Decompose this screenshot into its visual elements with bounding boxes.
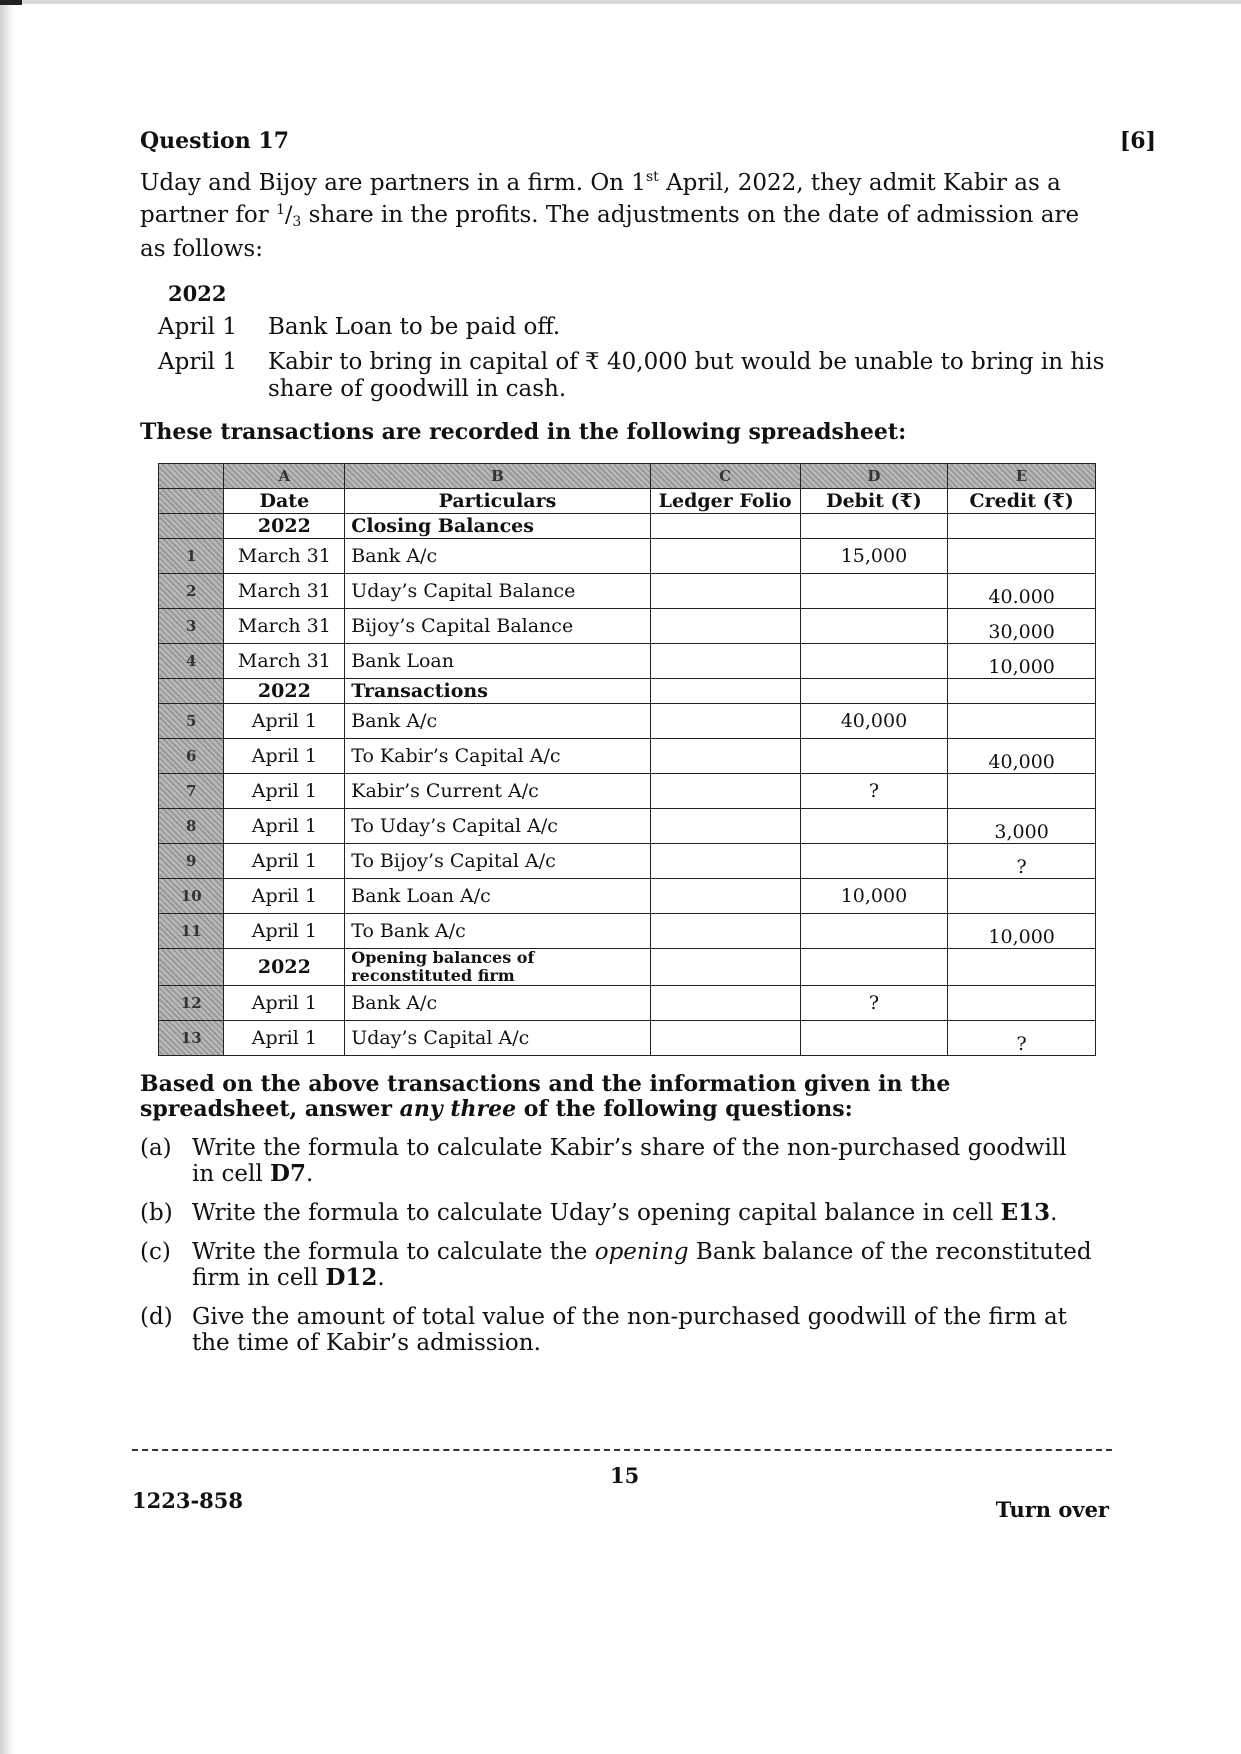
table-row bbox=[159, 914, 1096, 949]
corner-cell bbox=[159, 464, 224, 489]
particulars-cell: Uday’s Capital A/c bbox=[345, 1021, 650, 1056]
question-list bbox=[140, 1135, 1150, 1356]
col-letter-e: E bbox=[948, 464, 1096, 489]
sub-question-label: (b) bbox=[140, 1200, 173, 1226]
row-head-blank bbox=[159, 949, 224, 986]
header-date: Date bbox=[224, 489, 345, 514]
ledger-folio-cell bbox=[650, 704, 800, 739]
credit-cell bbox=[948, 679, 1096, 704]
row-number: 10 bbox=[159, 879, 224, 914]
credit-cell: 40.000 bbox=[948, 574, 1096, 609]
question-title: Question 17 bbox=[140, 128, 290, 154]
sub-question-text bbox=[192, 1239, 1092, 1291]
adjustments-year: 2022 bbox=[168, 281, 227, 306]
sub-question-text: Give the amount of total value of the non-purchased goodwill of the firm at the time of Kabir’s admission. bbox=[192, 1304, 1067, 1356]
intro-text-1: Uday and Bijoy are partners in a firm. On 1 bbox=[140, 170, 646, 196]
credit-cell: ? bbox=[948, 1021, 1096, 1056]
ledger-folio-cell bbox=[650, 844, 800, 879]
credit-cell: 10,000 bbox=[948, 914, 1096, 949]
date-cell: April 1 bbox=[224, 809, 345, 844]
ledger-folio-cell bbox=[650, 644, 800, 679]
date-cell: April 1 bbox=[224, 704, 345, 739]
sub-question-b bbox=[140, 1200, 1150, 1226]
page-number: 15 bbox=[610, 1463, 640, 1488]
ledger-folio-cell bbox=[650, 1021, 800, 1056]
ledger-folio-cell bbox=[650, 879, 800, 914]
debit-cell bbox=[800, 514, 948, 539]
sub-question-body: Write the formula to calculate Uday’s opening capital balance in cell bbox=[192, 1200, 1001, 1226]
debit-cell bbox=[800, 739, 948, 774]
table-row bbox=[159, 774, 1096, 809]
table-row bbox=[159, 986, 1096, 1021]
instructions-text-1: Based on the above transactions and the information given in the spreadsheet, answer bbox=[140, 1071, 951, 1122]
section-row bbox=[159, 949, 1096, 986]
date-cell: March 31 bbox=[224, 574, 345, 609]
ledger-folio-cell bbox=[650, 609, 800, 644]
ledger-folio-cell bbox=[650, 739, 800, 774]
credit-cell: 40,000 bbox=[948, 739, 1096, 774]
date-cell: March 31 bbox=[224, 609, 345, 644]
credit-cell: 30,000 bbox=[948, 609, 1096, 644]
question-header bbox=[140, 128, 1156, 154]
row-number: 4 bbox=[159, 644, 224, 679]
debit-cell bbox=[800, 1021, 948, 1056]
debit-cell bbox=[800, 914, 948, 949]
debit-cell bbox=[800, 574, 948, 609]
row-number: 6 bbox=[159, 739, 224, 774]
particulars-cell: Bank A/c bbox=[345, 704, 650, 739]
ledger-folio-cell bbox=[650, 986, 800, 1021]
col-letter-a: A bbox=[224, 464, 345, 489]
sub-question-emphasis: opening bbox=[594, 1239, 689, 1265]
header-ledger-folio: Ledger Folio bbox=[650, 489, 800, 514]
cell-ref: E13 bbox=[1000, 1199, 1051, 1226]
instructions bbox=[140, 1072, 1100, 1122]
credit-cell bbox=[948, 879, 1096, 914]
sub-question-label: (d) bbox=[140, 1304, 173, 1330]
col-letter-d: D bbox=[800, 464, 948, 489]
particulars-cell: Bank A/c bbox=[345, 986, 650, 1021]
credit-cell bbox=[948, 704, 1096, 739]
date-cell: April 1 bbox=[224, 774, 345, 809]
paper-code: 1223-858 bbox=[132, 1488, 243, 1513]
sub-question-a bbox=[140, 1135, 1150, 1187]
table-row bbox=[159, 644, 1096, 679]
sub-question-text bbox=[192, 1200, 1092, 1226]
instructions-text-2: of the following questions: bbox=[516, 1096, 853, 1122]
question-intro bbox=[140, 164, 1100, 263]
debit-cell bbox=[800, 679, 948, 704]
spreadsheet-table bbox=[158, 463, 1096, 1056]
cell-ref: D7 bbox=[270, 1160, 306, 1187]
header-row bbox=[159, 489, 1096, 514]
section-year: 2022 bbox=[224, 949, 345, 986]
corner-mark bbox=[0, 0, 22, 5]
section-year: 2022 bbox=[224, 679, 345, 704]
credit-cell bbox=[948, 539, 1096, 574]
header-debit: Debit (₹) bbox=[800, 489, 948, 514]
debit-cell bbox=[800, 609, 948, 644]
fraction-numerator: 1 bbox=[276, 202, 285, 218]
adjustment-item bbox=[140, 314, 1150, 341]
section-year: 2022 bbox=[224, 514, 345, 539]
table-row bbox=[159, 809, 1096, 844]
table-row bbox=[159, 539, 1096, 574]
turn-over-label: Turn over bbox=[995, 1497, 1109, 1522]
sub-question-tail: . bbox=[305, 1161, 314, 1187]
sub-question-c bbox=[140, 1239, 1150, 1291]
instructions-emphasis: any three bbox=[399, 1096, 517, 1122]
column-letter-row bbox=[159, 464, 1096, 489]
table-row bbox=[159, 879, 1096, 914]
row-number: 1 bbox=[159, 539, 224, 574]
sub-question-d bbox=[140, 1304, 1150, 1356]
page-top-edge bbox=[0, 0, 1241, 4]
ledger-folio-cell bbox=[650, 774, 800, 809]
row-head-blank bbox=[159, 679, 224, 704]
cell-ref: D12 bbox=[325, 1264, 378, 1291]
question-marks: [6] bbox=[1119, 128, 1156, 154]
section-label: Closing Balances bbox=[345, 514, 650, 539]
intro-superscript: st bbox=[645, 169, 659, 185]
row-number: 11 bbox=[159, 914, 224, 949]
col-letter-b: B bbox=[345, 464, 650, 489]
date-cell: March 31 bbox=[224, 539, 345, 574]
section-label: Opening balances of reconstituted firm bbox=[345, 949, 650, 986]
section-label: Transactions bbox=[345, 679, 650, 704]
date-cell: April 1 bbox=[224, 1021, 345, 1056]
debit-cell: 40,000 bbox=[800, 704, 948, 739]
particulars-cell: Bank Loan A/c bbox=[345, 879, 650, 914]
col-letter-c: C bbox=[650, 464, 800, 489]
spreadsheet-title: These transactions are recorded in the following spreadsheet: bbox=[140, 419, 907, 445]
sub-question-label: (a) bbox=[140, 1135, 172, 1161]
intro-text-2: April, 2022, they admit Kabir as a partner for bbox=[140, 170, 1061, 228]
particulars-cell: Uday’s Capital Balance bbox=[345, 574, 650, 609]
credit-cell bbox=[948, 949, 1096, 986]
table-row bbox=[159, 739, 1096, 774]
table-row bbox=[159, 704, 1096, 739]
fraction-denominator: 3 bbox=[292, 214, 302, 230]
debit-cell: ? bbox=[800, 774, 948, 809]
page-edge-shadow bbox=[0, 0, 14, 1754]
sub-question-body-2: Bank balance of the reconstituted firm in cell bbox=[192, 1239, 1092, 1291]
ledger-folio-cell bbox=[650, 809, 800, 844]
sub-question-label: (c) bbox=[140, 1239, 171, 1265]
credit-cell: 3,000 bbox=[948, 809, 1096, 844]
debit-cell: 15,000 bbox=[800, 539, 948, 574]
ledger-folio-cell bbox=[650, 949, 800, 986]
table-row bbox=[159, 844, 1096, 879]
date-cell: April 1 bbox=[224, 914, 345, 949]
ledger-folio-cell bbox=[650, 574, 800, 609]
row-head-blank bbox=[159, 514, 224, 539]
row-head-blank bbox=[159, 489, 224, 514]
section-row bbox=[159, 679, 1096, 704]
particulars-cell: To Bijoy’s Capital A/c bbox=[345, 844, 650, 879]
particulars-cell: Bijoy’s Capital Balance bbox=[345, 609, 650, 644]
section-row bbox=[159, 514, 1096, 539]
table-row bbox=[159, 609, 1096, 644]
credit-cell bbox=[948, 986, 1096, 1021]
credit-cell: 10,000 bbox=[948, 644, 1096, 679]
debit-cell bbox=[800, 809, 948, 844]
row-number: 2 bbox=[159, 574, 224, 609]
date-cell: March 31 bbox=[224, 644, 345, 679]
debit-cell: ? bbox=[800, 986, 948, 1021]
particulars-cell: Kabir’s Current A/c bbox=[345, 774, 650, 809]
particulars-cell: To Uday’s Capital A/c bbox=[345, 809, 650, 844]
row-number: 13 bbox=[159, 1021, 224, 1056]
header-particulars: Particulars bbox=[345, 489, 650, 514]
ledger-folio-cell bbox=[650, 914, 800, 949]
fraction: $^1$/3 bbox=[276, 202, 302, 230]
date-cell: April 1 bbox=[224, 986, 345, 1021]
adjustment-item bbox=[140, 349, 1150, 403]
particulars-cell: To Bank A/c bbox=[345, 914, 650, 949]
adjustment-date: April 1 bbox=[158, 314, 237, 340]
row-number: 7 bbox=[159, 774, 224, 809]
row-number: 12 bbox=[159, 986, 224, 1021]
particulars-cell: Bank A/c bbox=[345, 539, 650, 574]
date-cell: April 1 bbox=[224, 879, 345, 914]
table-row bbox=[159, 1021, 1096, 1056]
debit-cell: 10,000 bbox=[800, 879, 948, 914]
row-number: 3 bbox=[159, 609, 224, 644]
table-row bbox=[159, 574, 1096, 609]
sub-question-tail: . bbox=[1050, 1200, 1058, 1226]
sub-question-tail: . bbox=[377, 1265, 385, 1291]
ledger-folio-cell bbox=[650, 539, 800, 574]
header-credit: Credit (₹) bbox=[948, 489, 1096, 514]
row-number: 5 bbox=[159, 704, 224, 739]
row-number: 8 bbox=[159, 809, 224, 844]
adjustment-text: Bank Loan to be paid off. bbox=[268, 314, 561, 340]
date-cell: April 1 bbox=[224, 844, 345, 879]
date-cell: April 1 bbox=[224, 739, 345, 774]
adjustment-text: Kabir to bring in capital of ₹ 40,000 but would be unable to bring in his share of goodwill in cash. bbox=[268, 349, 1105, 402]
credit-cell bbox=[948, 774, 1096, 809]
row-number: 9 bbox=[159, 844, 224, 879]
credit-cell: ? bbox=[948, 844, 1096, 879]
sub-question-body: Write the formula to calculate Kabir’s share of the non-purchased goodwill in cell bbox=[192, 1135, 1067, 1187]
particulars-cell: To Kabir’s Capital A/c bbox=[345, 739, 650, 774]
ledger-folio-cell bbox=[650, 679, 800, 704]
exam-page bbox=[140, 128, 1156, 1356]
credit-cell bbox=[948, 514, 1096, 539]
debit-cell bbox=[800, 644, 948, 679]
intro-text-3: share in the profits. The adjustments on the date of admission are as follows: bbox=[140, 202, 1080, 262]
footer-divider bbox=[132, 1449, 1112, 1451]
debit-cell bbox=[800, 844, 948, 879]
particulars-cell: Bank Loan bbox=[345, 644, 650, 679]
ledger-folio-cell bbox=[650, 514, 800, 539]
adjustment-date: April 1 bbox=[158, 349, 237, 375]
debit-cell bbox=[800, 949, 948, 986]
sub-question-body: Write the formula to calculate the bbox=[192, 1239, 595, 1265]
sub-question-text bbox=[192, 1135, 1092, 1187]
